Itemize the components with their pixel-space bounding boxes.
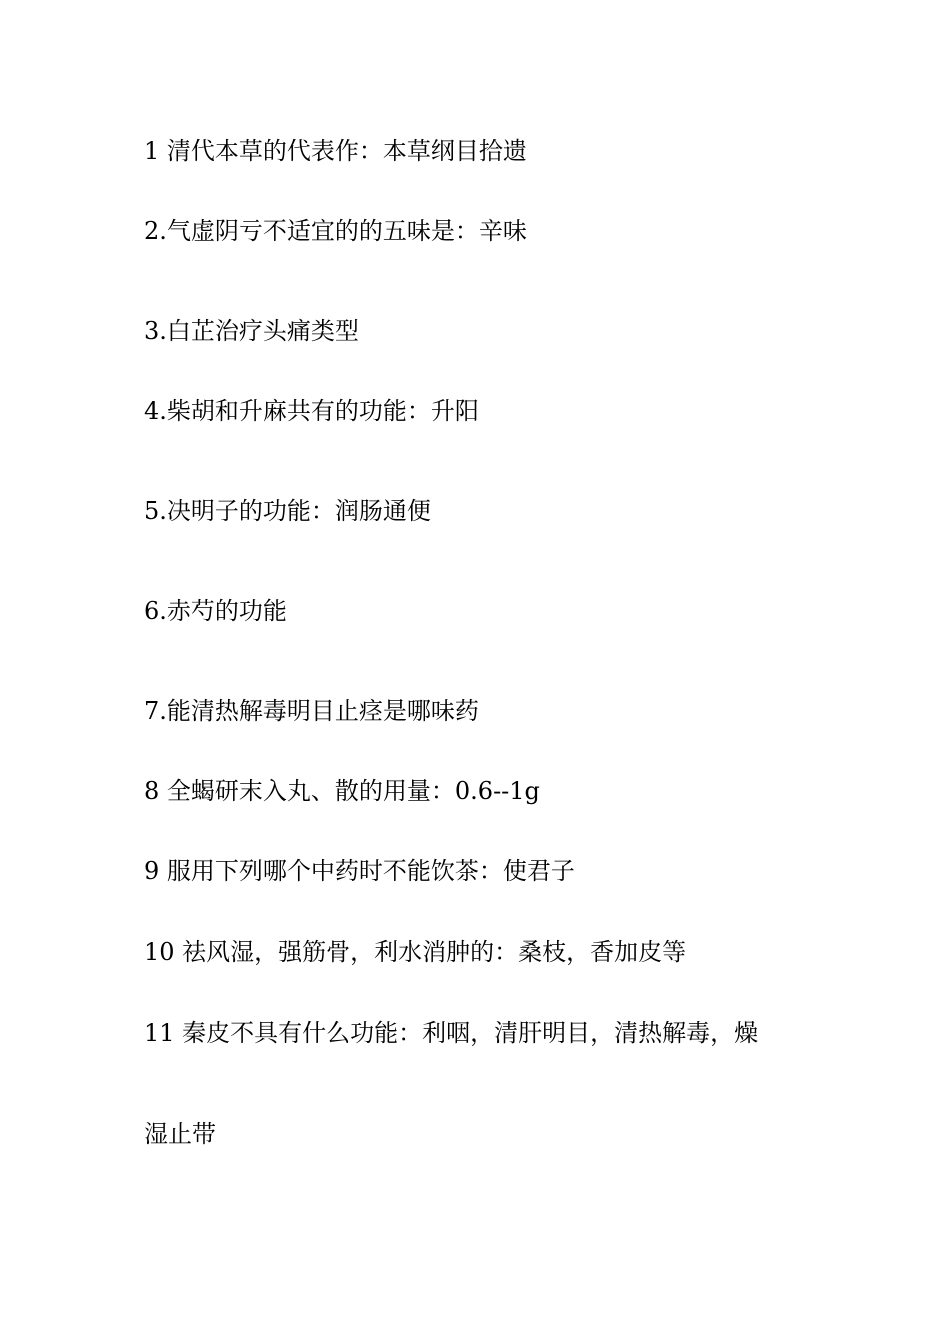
question-5: 5.决明子的功能：润肠通便 — [144, 497, 431, 525]
question-11-continuation: 湿止带 — [144, 1120, 216, 1148]
question-2: 2.气虚阴亏不适宜的的五味是：辛味 — [144, 217, 527, 245]
question-4: 4.柴胡和升麻共有的功能：升阳 — [144, 397, 479, 425]
question-8: 8 全蝎研末入丸、散的用量：0.6--1g — [144, 777, 540, 805]
question-3: 3.白芷治疗头痛类型 — [144, 317, 359, 345]
question-11: 11 秦皮不具有什么功能：利咽，清肝明目，清热解毒，燥 — [144, 1019, 759, 1047]
question-7: 7.能清热解毒明目止痉是哪味药 — [144, 697, 479, 725]
question-9: 9 服用下列哪个中药时不能饮茶：使君子 — [144, 857, 575, 885]
question-10: 10 祛风湿，强筋骨，利水消肿的：桑枝，香加皮等 — [144, 938, 687, 966]
question-1: 1 清代本草的代表作：本草纲目拾遗 — [144, 137, 527, 165]
question-6: 6.赤芍的功能 — [144, 597, 287, 625]
